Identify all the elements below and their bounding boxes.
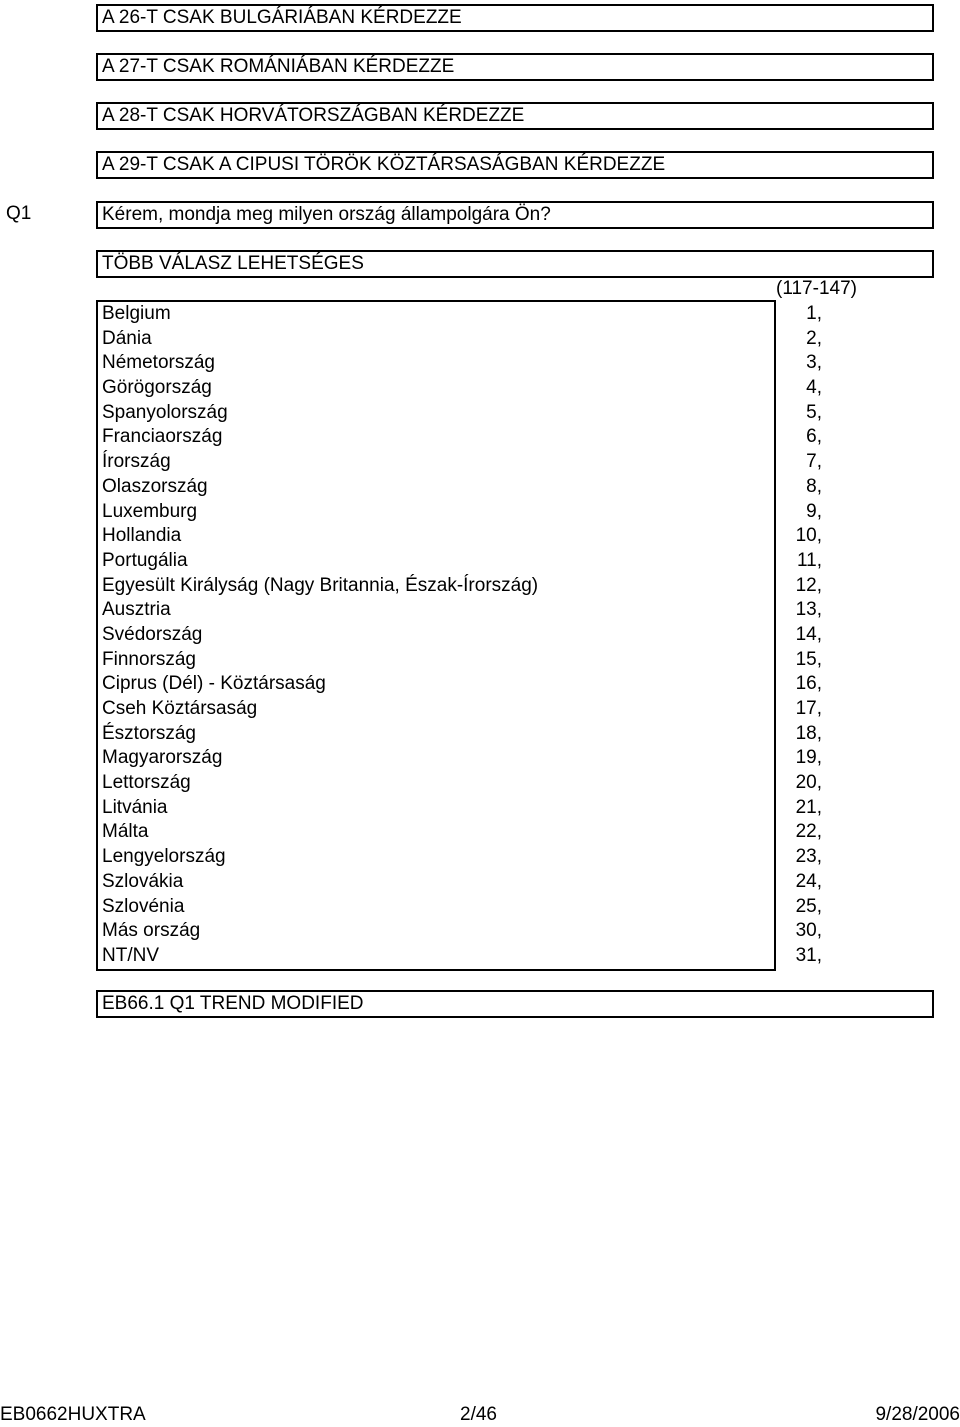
- answer-option-label: Németország: [102, 352, 215, 374]
- answer-option-code: 12,: [795, 574, 822, 596]
- multiple-answer-note: TÖBB VÁLASZ LEHETSÉGES: [96, 250, 934, 278]
- question-number: Q1: [6, 203, 32, 224]
- answer-option-code: 21,: [795, 796, 822, 818]
- answer-option-code: 8,: [806, 475, 822, 497]
- footer-page-number: 2/46: [460, 1404, 497, 1425]
- answer-option-label: Finnország: [102, 648, 196, 670]
- answer-option-label: Franciaország: [102, 426, 223, 448]
- answer-option-code: 25,: [795, 895, 822, 917]
- answer-option-label: Litvánia: [102, 796, 168, 818]
- answer-option-label: NT/NV: [102, 944, 159, 966]
- footer-document-id: EB0662HUXTRA: [0, 1404, 146, 1425]
- answer-option-code: 17,: [795, 698, 822, 719]
- answer-option-code: 3,: [806, 352, 822, 374]
- answer-option-code: 24,: [795, 870, 822, 892]
- answer-option-label: Görögország: [102, 377, 212, 399]
- answer-option-label: Olaszország: [102, 475, 208, 497]
- answer-option-label: Málta: [102, 821, 149, 843]
- answer-option-label: Ausztria: [102, 599, 171, 621]
- question-text: Kérem, mondja meg milyen ország állampolgára Ön?: [96, 201, 934, 229]
- answer-option-label: Lengyelország: [102, 846, 226, 868]
- answer-option-code: 31,: [795, 944, 822, 966]
- answer-codes-list: [776, 302, 822, 969]
- trend-note: EB66.1 Q1 TREND MODIFIED: [96, 990, 934, 1018]
- instruction-box-2: A 27-T CSAK ROMÁNIÁBAN KÉRDEZZE: [96, 53, 934, 81]
- answer-option-code: 18,: [795, 722, 822, 744]
- answer-option-code: 22,: [795, 821, 822, 843]
- answer-option-code: 1,: [806, 303, 822, 324]
- answer-option-label: Cseh Köztársaság: [102, 698, 258, 719]
- answer-option-code: 19,: [795, 747, 822, 769]
- answer-option-label: Belgium: [102, 303, 171, 324]
- instruction-box-4: A 29-T CSAK A CIPUSI TÖRÖK KÖZTÁRSASÁGBAN KÉRDEZZE: [96, 151, 934, 179]
- column-range: (117-147): [776, 278, 857, 299]
- answer-option-code: 9,: [806, 500, 822, 522]
- answer-option-code: 16,: [795, 673, 822, 695]
- answer-option-label: Szlovákia: [102, 870, 184, 892]
- answer-option-label: Észtország: [102, 722, 196, 744]
- answer-option-label: Hollandia: [102, 525, 182, 547]
- answer-option-code: 13,: [795, 599, 822, 621]
- answer-option-label: Szlovénia: [102, 895, 185, 917]
- answer-option-code: 23,: [795, 846, 822, 868]
- footer-date: 9/28/2006: [875, 1404, 960, 1425]
- answer-option-label: Írország: [102, 451, 171, 473]
- answer-option-code: 11,: [796, 549, 822, 571]
- answer-option-label: Luxemburg: [102, 500, 198, 522]
- answer-option-code: 20,: [795, 772, 822, 794]
- answer-option-code: 30,: [795, 920, 822, 942]
- answer-option-label: Magyarország: [102, 747, 223, 769]
- answer-option-code: 15,: [795, 648, 822, 670]
- answer-option-code: 10,: [795, 525, 822, 547]
- answer-option-label: Ciprus (Dél) - Köztársaság: [102, 673, 326, 695]
- answer-option-label: Lettország: [102, 772, 191, 794]
- answer-option-code: 6,: [806, 426, 822, 448]
- answer-option-label: Dánia: [102, 327, 152, 349]
- answer-option-label: Spanyolország: [102, 401, 228, 423]
- instruction-box-3: A 28-T CSAK HORVÁTORSZÁGBAN KÉRDEZZE: [96, 102, 934, 130]
- answer-option-label: Egyesült Királyság (Nagy Britannia, Észak-Írország): [102, 574, 539, 596]
- answer-option-code: 14,: [795, 623, 822, 645]
- answer-option-code: 7,: [806, 451, 822, 473]
- answer-option-label: Portugália: [102, 549, 188, 571]
- instruction-box-1: A 26-T CSAK BULGÁRIÁBAN KÉRDEZZE: [96, 4, 934, 32]
- answer-option-code: 5,: [806, 401, 822, 423]
- answer-options-list: [96, 300, 776, 971]
- answer-option-code: 2,: [806, 327, 822, 349]
- answer-option-label: Más ország: [102, 920, 201, 942]
- answer-option-label: Svédország: [102, 623, 203, 645]
- answer-option-code: 4,: [806, 377, 822, 399]
